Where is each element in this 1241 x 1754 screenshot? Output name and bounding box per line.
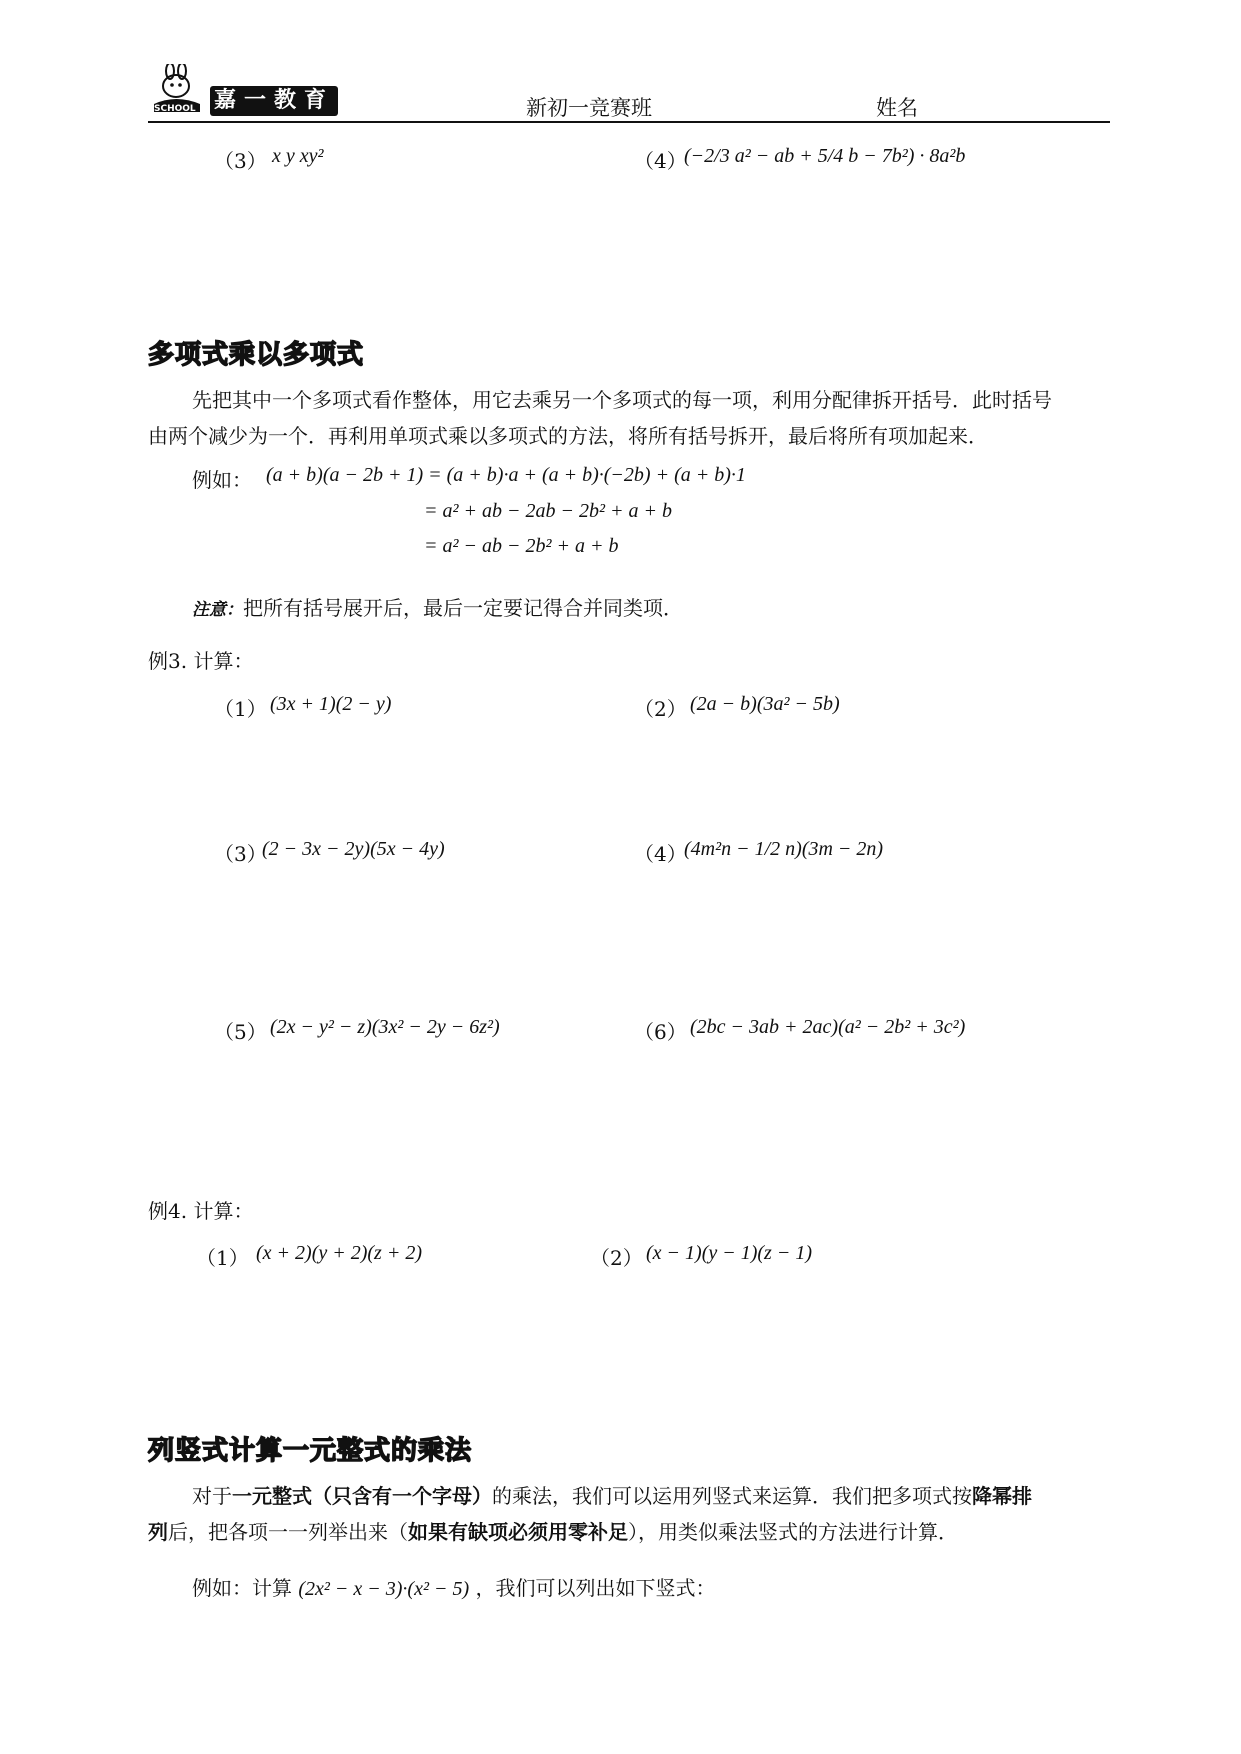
example-line3: = a² − ab − 2b² + a + b [424,535,619,557]
ex3-q4-label: （4） [634,842,687,866]
section2-example-expr: (2x² − x − 3)·(x² − 5) [298,1578,470,1600]
section-title-vertical-multiplication: 列竖式计算一元整式的乘法 [148,1436,473,1466]
header-divider [148,121,1110,123]
name-field [876,92,1078,122]
top-item3-label: （3） [214,149,267,173]
top-item4-label: （4） [634,149,687,173]
section2-example [192,1572,715,1601]
section2-bold-3: 列 [148,1520,168,1544]
example4-label: 例4. 计算： [148,1199,254,1223]
ex3-q2-label: （2） [634,697,687,721]
top-item3-expr: x y xy² [272,145,324,167]
section2-example-prefix: 例如：计算 [192,1576,292,1600]
ex3-q6-label: （6） [634,1020,687,1044]
section2-paragraph [148,1478,1110,1550]
example-label: 例如： [192,468,252,492]
ex4-q1-label: （1） [196,1246,249,1270]
example3-label: 例3. 计算： [148,649,254,673]
section2-text-4: ），用类似乘法竖式的方法进行计算． [628,1520,958,1544]
example-line2: = a² + ab − 2ab − 2b² + a + b [424,500,672,522]
ex3-q3-label: （3） [214,842,267,866]
section1-para-line2: 由两个减少为一个．再利用单项式乘以多项式的方法，将所有括号拆开，最后将所有项加起来． [148,424,988,448]
name-blank-line [918,99,1078,122]
class-name: 新初一竞赛班 [526,96,652,120]
ex4-q2-label: （2） [590,1246,643,1270]
note-label: 注意： [192,600,243,620]
section1-paragraph [148,382,1110,454]
section-title-poly-times-poly: 多项式乘以多项式 [148,340,365,370]
section2-bold-2: 降幂排 [972,1484,1032,1508]
name-label: 姓名 [876,96,918,120]
example-line1: (a + b)(a − 2b + 1) = (a + b)·a + (a + b)·(−2b) + (a + b)·1 [266,464,746,486]
ex3-q3-expr: (2 − 3x − 2y)(5x − 4y) [262,838,445,860]
ex3-q6-expr: (2bc − 3ab + 2ac)(a² − 2b² + 3c²) [690,1016,966,1038]
ex3-q1-expr: (3x + 1)(2 − y) [270,693,392,715]
ex3-q5-expr: (2x − y² − z)(3x² − 2y − 6z²) [270,1016,500,1038]
ex4-q2-expr: (x − 1)(y − 1)(z − 1) [646,1242,812,1264]
ex4-q1-expr: (x + 2)(y + 2)(z + 2) [256,1242,422,1264]
section2-text-3: 后，把各项一一列举出来（ [168,1520,408,1544]
ex3-q4-expr: (4m²n − 1/2 n)(3m − 2n) [684,838,884,860]
section2-text-1: 对于 [192,1484,232,1508]
top-item4-expr: (−2/3 a² − ab + 5/4 b − 7b²) · 8a²b [684,145,966,167]
section2-example-suffix: ，我们可以列出如下竖式： [475,1576,716,1600]
note-text: 把所有括号展开后，最后一定要记得合并同类项． [243,596,683,620]
logo-sub-text: SCHOOL [154,104,196,114]
ex3-q1-label: （1） [214,697,267,721]
section1-para-line1: 先把其中一个多项式看作整体，用它去乘另一个多项式的每一项，利用分配律拆开括号．此时括号 [192,388,1052,412]
section2-bold-4: 如果有缺项必须用零补足 [408,1520,628,1544]
note [192,592,683,621]
ex3-q5-label: （5） [214,1020,267,1044]
section2-bold-1: 一元整式（只含有一个字母） [232,1484,492,1508]
section2-text-2: 的乘法，我们可以运用列竖式来运算．我们把多项式按 [492,1484,972,1508]
logo-text: 嘉一教育 [210,86,338,116]
ex3-q2-expr: (2a − b)(3a² − 5b) [690,693,840,715]
